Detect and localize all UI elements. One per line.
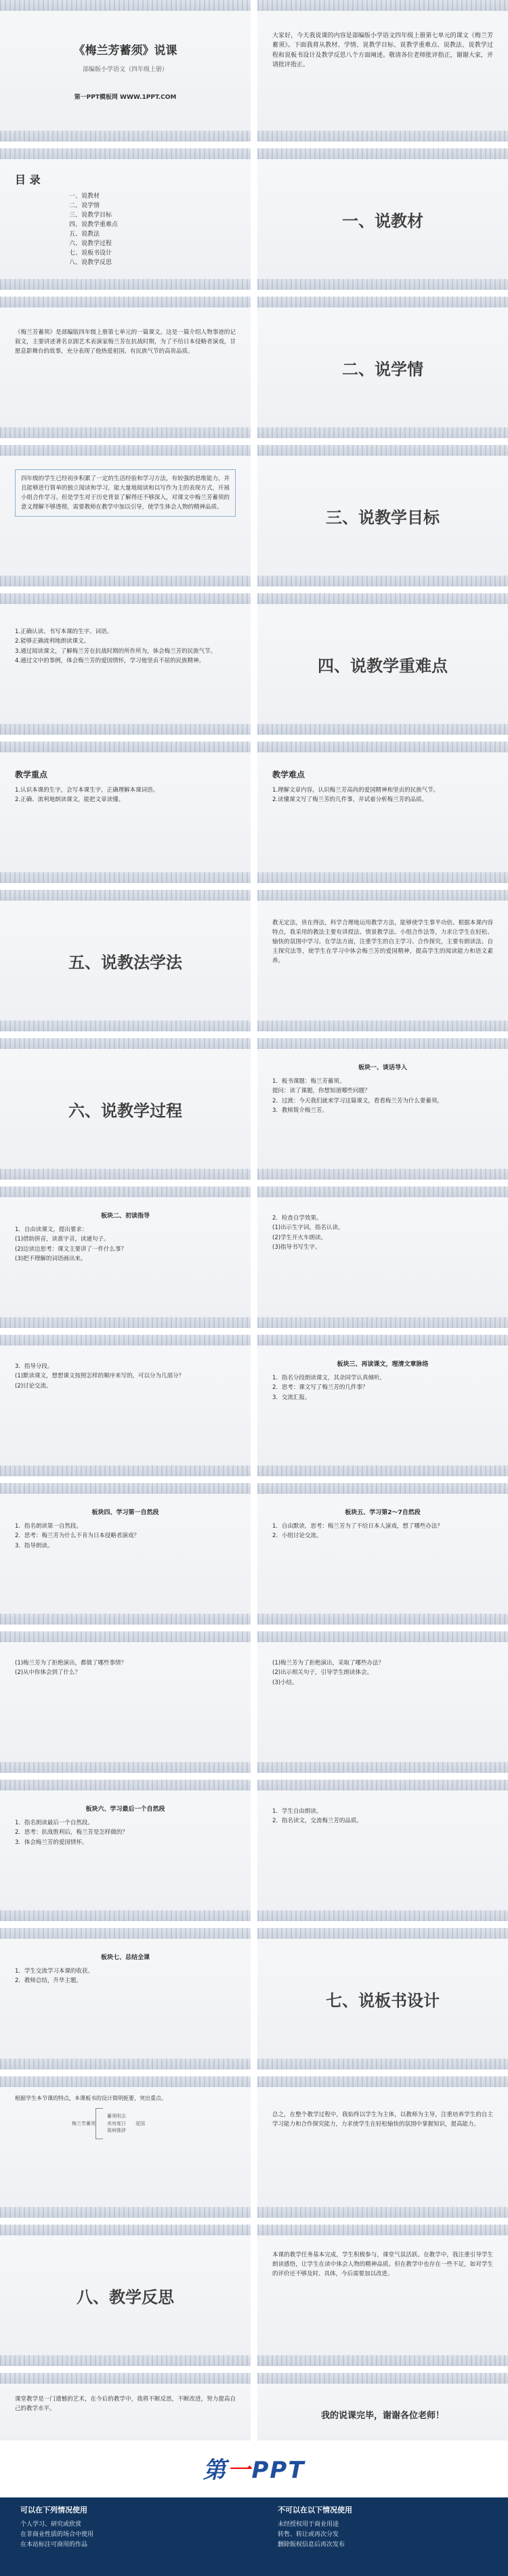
toc-item: 六、说教学过程 xyxy=(69,240,112,247)
step-list xyxy=(272,1077,493,1116)
top-band xyxy=(0,1335,251,1346)
bottom-band xyxy=(257,2059,508,2069)
site-logo xyxy=(0,2451,508,2485)
diagram-result: 爱国 xyxy=(135,2121,145,2127)
step-line: 2．检查自学效果。 xyxy=(272,1215,322,1222)
top-band xyxy=(257,0,508,11)
footer-forbidden-item: 转售、转让或再次分发 xyxy=(278,2531,339,2538)
top-band xyxy=(257,1186,508,1197)
section-title: 五、说教法学法 xyxy=(68,953,182,972)
step-line: (3)把不理解的词语画出来。 xyxy=(15,1255,87,1263)
step-line: 1．自由默读，思考：梅兰芳为了不给日本人演戏，想了哪些办法？ xyxy=(272,1523,443,1530)
section-slide-2 xyxy=(257,297,508,438)
step-line: 3．指导分段。 xyxy=(15,1363,54,1370)
step-line: (1)默读课文，想想课文按照怎样的顺序来写的，可以分为几部分？ xyxy=(15,1373,185,1380)
bottom-band xyxy=(257,724,508,735)
objective-item: 3.通过阅读课文，了解梅兰芳在抗战时期的所作所为，体会梅兰芳的民族气节。 xyxy=(15,647,217,655)
footer-forbidden-item: 删除版权信息后再次发布 xyxy=(278,2541,345,2549)
top-band xyxy=(257,1928,508,1939)
bottom-band xyxy=(0,1762,251,1773)
bottom-band xyxy=(0,279,251,290)
bottom-band xyxy=(0,1317,251,1328)
step-heading: 板块五、学习第2～7自然段 xyxy=(345,1509,421,1516)
step-heading: 板块四、学习第一自然段 xyxy=(91,1509,159,1516)
diagram-items xyxy=(107,2113,126,2134)
bottom-band xyxy=(257,1465,508,1476)
step-line: 提问：读了课题，你想知道哪些问题？ xyxy=(272,1088,371,1095)
process-step5b-slide xyxy=(0,1631,251,1773)
logo-part: 第 xyxy=(203,2457,228,2484)
top-band xyxy=(257,445,508,456)
board-design-slide xyxy=(0,2076,251,2218)
step-list xyxy=(272,1807,493,1826)
top-band xyxy=(0,297,251,307)
section-title: 六、说教学过程 xyxy=(68,1101,182,1120)
top-band xyxy=(257,1335,508,1346)
objectives-list xyxy=(15,627,236,666)
step-line: 3．交流汇报。 xyxy=(272,1394,311,1401)
step-line: 3．教师简介梅兰芳。 xyxy=(272,1107,328,1115)
bottom-band xyxy=(257,1317,508,1328)
section-title: 三、说教学目标 xyxy=(326,508,440,527)
top-band xyxy=(257,2225,508,2235)
bottom-band xyxy=(0,724,251,735)
bottom-band xyxy=(0,2355,251,2366)
top-band xyxy=(0,0,251,11)
top-band xyxy=(0,742,251,752)
cover-brand: 第一PPT模板网 WWW.1PPT.COM xyxy=(74,94,177,101)
footer-allowed-item: 在非商业性质的场合中使用 xyxy=(20,2531,94,2538)
step-line: 2．思考：梅兰芳为什么不肯为日本侵略者演戏？ xyxy=(15,1532,140,1540)
toc-item: 七、说板书设计 xyxy=(69,249,112,257)
section-title: 二、说学情 xyxy=(342,360,423,379)
cover-title: 《梅兰芳蓄须》说课 xyxy=(73,44,177,58)
logo-part: 一 xyxy=(227,2457,252,2484)
toc-slide xyxy=(0,148,251,290)
step-line: (2)学生开火车朗读。 xyxy=(272,1234,327,1241)
intro-text: 大家好，今天我说课的内容是部编版小学语文四年级上册第七单元的课文《梅兰芳蓄须》。下面我将从教材、学情、说教学目标、说教学重难点、说教法、说教学过程和说板书设计及教学反思八个方面阐述。敬请各位老师批评指正，谢谢大家，并请批评指正。 xyxy=(272,33,493,69)
bottom-band xyxy=(257,131,508,142)
key-point-item: 2.正确、流利地朗读课文，能把文章读懂。 xyxy=(15,796,125,804)
top-band xyxy=(0,2076,251,2087)
reflection2-slide xyxy=(0,2373,251,2441)
top-band xyxy=(0,1483,251,1494)
step-line: 1．自由读课文，提出要求： xyxy=(15,1226,88,1233)
bottom-band xyxy=(0,427,251,438)
diagram-title: 梅兰芳蓄须 xyxy=(72,2121,96,2127)
step-list xyxy=(272,1658,493,1688)
diagram-item: 装病推辞 xyxy=(107,2128,126,2134)
key-points-heading: 教学重点 xyxy=(15,770,48,779)
toc-item: 五、说教法 xyxy=(69,230,100,238)
methods-text: 教无定法，贵在得法，科学合理地运用教学方法，能够使学生事半功倍。根据本课内容特点，我采用的教法主要有讲授法、情景教学法、小组合作法等，力求让学生在轻松、愉快的氛围中学习。在学法方面，注重学生的自主学习、合作探究，主要有朗读法、自主探究法等，使学生在学习中体会梅兰芳的爱国精神，提高学生的阅读能力和语文素养。 xyxy=(272,920,493,965)
step-heading: 板块二、初读指导 xyxy=(100,1213,150,1220)
difficult-points-slide xyxy=(257,742,508,883)
top-band xyxy=(0,1631,251,1642)
toc-item: 四、说教学重难点 xyxy=(69,221,119,228)
bottom-band xyxy=(257,2355,508,2366)
top-band xyxy=(0,445,251,456)
footer-forbidden-title: 不可以在以下情况使用 xyxy=(278,2506,352,2514)
key-points-slide xyxy=(0,742,251,883)
step-line: (1)梅兰芳为了拒绝演出，都做了哪些事情？ xyxy=(15,1660,127,1667)
bottom-band xyxy=(0,1465,251,1476)
section-title: 七、说板书设计 xyxy=(326,1991,440,2010)
bottom-band xyxy=(0,1169,251,1180)
section-slide-6 xyxy=(0,1038,251,1180)
top-band xyxy=(257,2076,508,2087)
board-intro: 根据学生本节课的特点，本课板书的设计简明扼要，突出重点。 xyxy=(15,2095,167,2101)
footer-band xyxy=(0,2497,508,2576)
bottom-band xyxy=(0,576,251,586)
top-band xyxy=(0,1186,251,1197)
process-step3b-slide xyxy=(257,1335,508,1476)
objectives-slide xyxy=(0,593,251,735)
board-diagram xyxy=(68,2108,183,2139)
top-band xyxy=(0,2373,251,2384)
step-line: 1．指名朗读最后一个自然段。 xyxy=(15,1820,93,1826)
footer-allowed-item: 在本站标注可商用的作品 xyxy=(20,2541,88,2549)
bottom-band xyxy=(257,427,508,438)
section-slide-4 xyxy=(257,593,508,735)
bottom-band xyxy=(257,1910,508,1921)
intro-slide xyxy=(257,0,508,142)
step-line: (2)边读边思考：课文主要讲了一件什么事？ xyxy=(15,1245,127,1253)
step-line: 2．教师总结，升华主题。 xyxy=(15,1977,82,1985)
key-points-list xyxy=(15,786,236,805)
bottom-band xyxy=(257,279,508,290)
section-slide-5 xyxy=(0,890,251,1031)
difficult-point-item: 2.读懂课文写了梅兰芳的几件事，并试着分析梅兰芳的品质。 xyxy=(272,796,428,804)
top-band xyxy=(257,1038,508,1049)
reflection-text: 本课的教学任务基本完成，学生积极参与，课堂气氛活跃。在教学中，我注重引导学生朗读感悟，让学生在读中体会人物的精神品质。但在教学中也存在一些不足，如对学生的评价还不够及时、具体，今后需要加以改进。 xyxy=(272,2252,493,2278)
bottom-band xyxy=(0,2059,251,2069)
cover-subtitle: 部编版小学语文（四年级上册） xyxy=(82,66,168,73)
toc-item: 八、说教学反思 xyxy=(69,259,112,266)
step-list xyxy=(272,1373,493,1402)
bottom-band xyxy=(0,2207,251,2218)
step-line: (3)小结。 xyxy=(272,1679,298,1686)
footer-allowed-item: 个人学习、研究或欣赏 xyxy=(20,2520,82,2528)
footer-forbidden xyxy=(278,2504,481,2551)
process-step7-slide xyxy=(0,1928,251,2069)
top-band xyxy=(257,148,508,159)
step-line: (1)借助拼音，读准字音，读通句子。 xyxy=(15,1236,110,1243)
step-line: 2．过渡：今天我们就来学习这篇课文，看看梅兰芳为什么要蓄须。 xyxy=(272,1097,443,1104)
step-line: 3．指导朗读。 xyxy=(15,1542,54,1549)
step-list xyxy=(15,1967,236,1986)
step-list xyxy=(15,1362,236,1391)
objective-item: 4.通过文中的事例，体会梅兰芳的爱国情怀，学习他坚贞不屈的民族精神。 xyxy=(15,658,205,665)
footer xyxy=(0,2441,508,2576)
step-line: (2)出示相关句子，引导学生朗读体会。 xyxy=(272,1669,373,1677)
step-heading: 板块七、总结全课 xyxy=(100,1954,150,1961)
section-slide-3 xyxy=(257,445,508,586)
footer-allowed-title: 可以在下列情况使用 xyxy=(20,2506,87,2514)
bottom-band xyxy=(0,872,251,883)
logo-part: PPT xyxy=(251,2457,305,2484)
step-line: 1．指名朗读第一自然段。 xyxy=(15,1523,82,1530)
toc-heading: 目 录 xyxy=(15,173,41,186)
top-band xyxy=(257,890,508,901)
reflection2-text: 课堂教学是一门遗憾的艺术，在今后的教学中，我将不断反思，不断改进，努力提高自己的教学水平。 xyxy=(15,2396,236,2413)
bottom-band xyxy=(0,1910,251,1921)
step-line: (1)出示生字词，指名认读。 xyxy=(272,1224,344,1232)
bottom-band xyxy=(0,1614,251,1625)
section-title: 一、说教材 xyxy=(342,211,423,230)
top-band xyxy=(0,2225,251,2235)
bottom-band xyxy=(257,1614,508,1625)
key-point-item: 1.认识本课的生字，会写本课生字，正确理解本课词语。 xyxy=(15,787,159,794)
process-step5c-slide xyxy=(257,1631,508,1773)
top-band xyxy=(257,1483,508,1494)
reflection-slide xyxy=(257,2225,508,2366)
difficult-points-list xyxy=(272,786,493,805)
process-step5-slide xyxy=(257,1483,508,1625)
toc-list xyxy=(69,192,236,268)
learners-slide xyxy=(0,445,251,586)
top-band xyxy=(0,1928,251,1939)
methods-slide xyxy=(257,890,508,1031)
section-title: 八、教学反思 xyxy=(77,2288,174,2306)
step-list xyxy=(15,1522,236,1551)
footer-forbidden-item: 未经授权用于商业用途 xyxy=(278,2520,339,2528)
toc-item: 二、说学情 xyxy=(69,202,100,209)
bottom-band xyxy=(0,1021,251,1031)
section-slide-7 xyxy=(257,1928,508,2069)
step-line: (2)讨论交流。 xyxy=(15,1382,52,1390)
step-line: (3)指导书写生字。 xyxy=(272,1244,321,1251)
footer-allowed xyxy=(20,2504,224,2551)
bottom-band xyxy=(257,872,508,883)
top-band xyxy=(0,148,251,159)
step-line: 3．体会梅兰芳的爱国情怀。 xyxy=(15,1839,88,1846)
step-line: 2．思考：抗战胜利后，梅兰芳是怎样做的？ xyxy=(15,1829,128,1837)
top-band xyxy=(0,593,251,604)
toc-item: 三、说教学目标 xyxy=(69,211,112,219)
top-band xyxy=(257,1631,508,1642)
process-step6-slide xyxy=(0,1780,251,1921)
step-line: 1．指名分段朗读课文，其余同学认真倾听。 xyxy=(272,1375,385,1381)
step-line: 1．学生自由朗读。 xyxy=(272,1808,322,1815)
bottom-band xyxy=(257,1762,508,1773)
textbook-text: 《梅兰芳蓄须》是部编版四年级上册第七单元的一篇课文。这是一篇介绍人物事迹的记叙文，主要讲述著名京剧艺术表演家梅兰芳在抗战时期，为了不给日本侵略者演戏，甘愿息影舞台的故事，充分表现了他热爱祖国、有民族气节的高贵品质。 xyxy=(15,329,236,356)
bottom-band xyxy=(257,576,508,586)
bottom-band xyxy=(257,1169,508,1180)
objective-item: 1.正确认读、书写本课的生字、词语。 xyxy=(15,628,113,635)
top-band xyxy=(257,297,508,307)
step-heading: 板块六、学习最后一个自然段 xyxy=(85,1806,165,1813)
step-line: 1．学生交流学习本课的收获。 xyxy=(15,1968,93,1975)
section-slide-1 xyxy=(257,148,508,290)
top-band xyxy=(257,593,508,604)
step-line: 1．板书课题：梅兰芳蓄须。 xyxy=(272,1078,345,1085)
diagram-row xyxy=(68,2108,183,2139)
step-heading: 板块一、谈话导入 xyxy=(358,1065,407,1071)
difficult-point-item: 1.理解文章内容，认识梅兰芳高尚的爱国精神和坚贞的民族气节。 xyxy=(272,787,440,794)
step-line: (2)从中你体会到了什么？ xyxy=(15,1669,81,1677)
top-band xyxy=(257,2373,508,2384)
board-note-slide xyxy=(257,2076,508,2218)
top-band xyxy=(0,890,251,901)
diagram-item: 卖房度日 xyxy=(107,2120,126,2126)
top-band xyxy=(0,1780,251,1790)
step-list xyxy=(15,1225,236,1264)
toc-item: 一、说教材 xyxy=(69,193,100,200)
step-line: 2．小组讨论交流。 xyxy=(272,1532,322,1540)
process-step2b-slide xyxy=(257,1186,508,1328)
diagram-item: 蓄须明志 xyxy=(107,2113,126,2120)
textbook-slide xyxy=(0,297,251,438)
objective-item: 2.能够正确流利地朗读课文。 xyxy=(15,638,90,645)
section-slide-8 xyxy=(0,2225,251,2366)
top-band xyxy=(257,1780,508,1790)
step-list xyxy=(272,1522,493,1541)
bottom-band xyxy=(257,1021,508,1031)
board-note-text: 总之，在整个教学过程中，我始终以学生为主体，以教师为主导，注重培养学生的自主学习能力和合作探究能力，力求使学生在轻松愉快的氛围中掌握知识，提高能力。 xyxy=(272,2111,493,2128)
difficult-points-heading: 教学难点 xyxy=(272,770,305,779)
step-list xyxy=(272,1214,493,1253)
process-step3-slide xyxy=(0,1335,251,1476)
cover-slide xyxy=(0,0,251,142)
closing-text: 我的说课完毕，谢谢各位老师！ xyxy=(320,2411,444,2421)
top-band xyxy=(0,1038,251,1049)
closing-slide xyxy=(257,2373,508,2441)
bottom-band xyxy=(0,131,251,142)
process-step4-slide xyxy=(0,1483,251,1625)
step-list xyxy=(15,1818,236,1847)
section-title: 四、说教学重难点 xyxy=(318,656,448,675)
diagram-brace xyxy=(96,2108,103,2139)
process-step6b-slide xyxy=(257,1780,508,1921)
process-step1-slide xyxy=(257,1038,508,1180)
step-line: (1)梅兰芳为了拒绝演出，采取了哪些办法？ xyxy=(272,1660,385,1667)
bottom-band xyxy=(257,2207,508,2218)
step-heading: 板块三、再读课文，理清文章脉络 xyxy=(337,1361,429,1368)
learners-text: 四年级的学生已经初步积累了一定的生活经验和学习方法，有较强的思维能力，并且能够进行简单的独立阅读和学习，能大量地阅读和以写作为主的表现方式，开展小组合作学习。但是学生对于历史背景了解得还不够深入，对课文中梅兰芳蓄须的意义理解不够透彻，需要教师在教学中加以引导，使学生体会人物的精神品质。 xyxy=(15,469,236,517)
top-band xyxy=(257,742,508,752)
step-list xyxy=(15,1658,236,1678)
step-line: 2．指名读文，交流梅兰芳的品质。 xyxy=(272,1818,362,1825)
process-step2-slide xyxy=(0,1186,251,1328)
step-line: 2．思考：课文写了梅兰芳的几件事？ xyxy=(272,1384,368,1392)
